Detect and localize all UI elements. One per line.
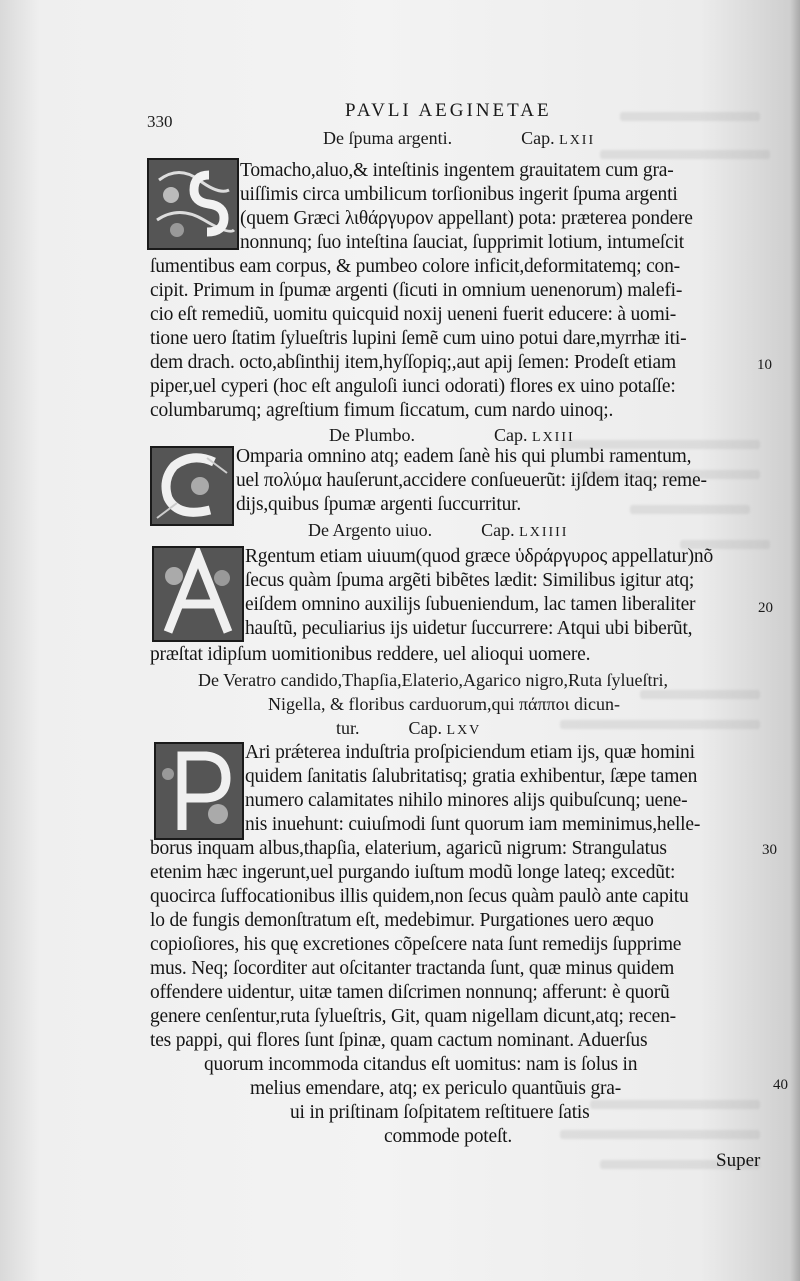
text-line: tes pappi, qui flores ſunt ſpinæ, quam cactum nominant. Aduerſus bbox=[150, 1030, 648, 1051]
text-line: Tomacho,aluo,& inteſtinis ingentem grauitatem cum gra- bbox=[240, 160, 674, 181]
chapter-heading-line: De Veratro candido,Thapſia,Elaterio,Agarico nigro,Ruta ſylueſtri, bbox=[198, 670, 669, 690]
catchword: Super bbox=[716, 1150, 761, 1171]
text-line: uel πολύμα hauſerunt,accidere conſueuerũt: ijſdem itaq; reme- bbox=[236, 470, 707, 491]
margin-line-number: 40 bbox=[773, 1077, 788, 1093]
chapter-heading-line: Nigella, & floribus carduorum,qui πάπποι dicun- bbox=[268, 694, 620, 714]
text-line: cipit. Primum in ſpumæ argenti (ſicuti in omnium uenenorum) malefi- bbox=[150, 280, 683, 301]
text-line: borus inquam albus,thapſia, elaterium, agaricũ nigrum: Strangulatus bbox=[150, 838, 667, 859]
chapter-title: De ſpuma argenti. bbox=[323, 128, 453, 148]
text-line: lo de fungis demonſtratum eſt, medebimur. Purgationes uero æquo bbox=[150, 910, 654, 931]
chapter-numeral: LXII bbox=[559, 133, 596, 148]
chapter-numeral: LXV bbox=[446, 723, 482, 738]
chapter-cap: Cap. bbox=[494, 425, 528, 445]
margin-line-number: 10 bbox=[757, 357, 772, 373]
text-line: melius emendare, atq; ex periculo quantũuis gra- bbox=[250, 1078, 622, 1099]
margin-line-number: 30 bbox=[762, 842, 777, 858]
running-head: PAVLI AEGINETAE bbox=[345, 100, 552, 121]
chapter-cap: Cap. bbox=[481, 520, 515, 540]
chapter-heading bbox=[323, 128, 595, 149]
chapter-heading bbox=[336, 718, 481, 739]
text-line: ſecus quàm ſpuma argẽti bibẽtes lædit: Similibus igitur atq; bbox=[245, 570, 695, 591]
chapter-cap: Cap. bbox=[521, 128, 555, 148]
text-line: quocirca ſuffocationibus illis quidem,non ſecus quàm paulò ante capitu bbox=[150, 886, 689, 907]
decorated-initial-c bbox=[150, 446, 234, 526]
text-line: ui in priſtinam ſoſpitatem reſtituere ſatis bbox=[290, 1102, 590, 1123]
text-line: etenim hæc ingerunt,uel purgando iuſtum modũ longe lateq; excedũt: bbox=[150, 862, 676, 883]
chapter-heading-line: tur. bbox=[336, 718, 360, 738]
text-line: eiſdem omnino auxilijs ſubueniendum, lac tamen liberaliter bbox=[245, 594, 696, 615]
chapter-title: De Plumbo. bbox=[329, 425, 416, 445]
page-number: 330 bbox=[147, 112, 173, 131]
text-line: cio eſt remediũ, uomitu quicquid noxij ueneni fuerit educere: à uomi- bbox=[150, 304, 677, 325]
text-line: mus. Neq; ſocorditer aut oſcitanter tractanda ſunt, quæ minus quidem bbox=[150, 958, 675, 979]
text-line: commode poteſt. bbox=[384, 1126, 513, 1147]
text-line: quidem ſanitatis ſalubritatisq; gratia exhibentur, ſæpe tamen bbox=[245, 766, 698, 787]
decorated-initial-s bbox=[147, 158, 239, 250]
chapter-heading bbox=[329, 425, 575, 446]
text-line: ſumentibus eam corpus, & pumbeo colore inficit,deformitatemq; con- bbox=[150, 256, 680, 277]
margin-line-number: 20 bbox=[758, 600, 773, 616]
text-line: dem drach. octo,abſinthij item,hyſſopiq;,aut apij ſemen: Prodeſt etiam bbox=[150, 352, 676, 373]
chapter-cap: Cap. bbox=[408, 718, 443, 738]
text-line: Omparia omnino atq; eadem ſanè his qui plumbi ramentum, bbox=[236, 446, 692, 467]
chapter-numeral: LXIIII bbox=[519, 525, 569, 540]
text-line: numero calamitates nihilo minores alijs quibuſcunq; uene- bbox=[245, 790, 688, 811]
text-line: præſtat idipſum uomitionibus reddere, uel alioqui uomere. bbox=[150, 644, 591, 665]
text-line: offendere uidentur, uitæ tamen diſcrimen nonnunq; afferunt: è quorũ bbox=[150, 982, 670, 1003]
text-line: genere cenſentur,ruta ſylueſtris, Git, quam nigellam dicunt,atq; recen- bbox=[150, 1006, 676, 1027]
chapter-title: De Argento uiuo. bbox=[308, 520, 433, 540]
chapter-heading bbox=[308, 520, 568, 541]
text-line: dijs,quibus ſpumæ argenti ſuccurritur. bbox=[236, 494, 522, 515]
text-line: tione uero ſtatim ſylueſtris lupini ſemẽ cum uino potui dare,myrrhæ iti- bbox=[150, 328, 687, 349]
text-line: columbarumq; agreſtium fimum ſiccatum, cum nardo uinoq;. bbox=[150, 400, 614, 421]
text-line: quorum incommoda citandus eſt uomitus: nam is ſolus in bbox=[204, 1054, 638, 1075]
decorated-initial-p bbox=[154, 742, 244, 840]
text-line: Ari prǽterea induſtria proſpiciendum etiam ijs, quæ homini bbox=[245, 742, 695, 763]
decorated-initial-a bbox=[152, 546, 244, 642]
text-line: nonnunq; ſuo inteſtina ſauciat, ſupprimit lotium, intumeſcit bbox=[240, 232, 685, 253]
text-line: copioſiores, his quę excretiones cõpeſcere nata ſunt remedijs ſupprime bbox=[150, 934, 682, 955]
text-line: piper,uel cyperi (hoc eſt anguloſi iunci odorati) flores ex uino potaſſe: bbox=[150, 376, 676, 397]
chapter-numeral: LXIII bbox=[532, 430, 575, 445]
text-line: hauſtũ, peculiarius ijs uidetur ſuccurrere: Atqui ubi biberũt, bbox=[245, 618, 693, 639]
text-line: (quem Græci λιθάργυρον appellant) pota: præterea pondere bbox=[240, 208, 693, 229]
text-line: Rgentum etiam uiuum(quod græce ὑδράργυρος appellatur)nõ bbox=[245, 546, 714, 567]
text-line: nis inuehunt: cuiuſmodi ſunt quorum iam meminimus,helle- bbox=[245, 814, 701, 835]
text-line: uiſſimis circa umbilicum torſionibus ingerit ſpuma argenti bbox=[240, 184, 678, 205]
